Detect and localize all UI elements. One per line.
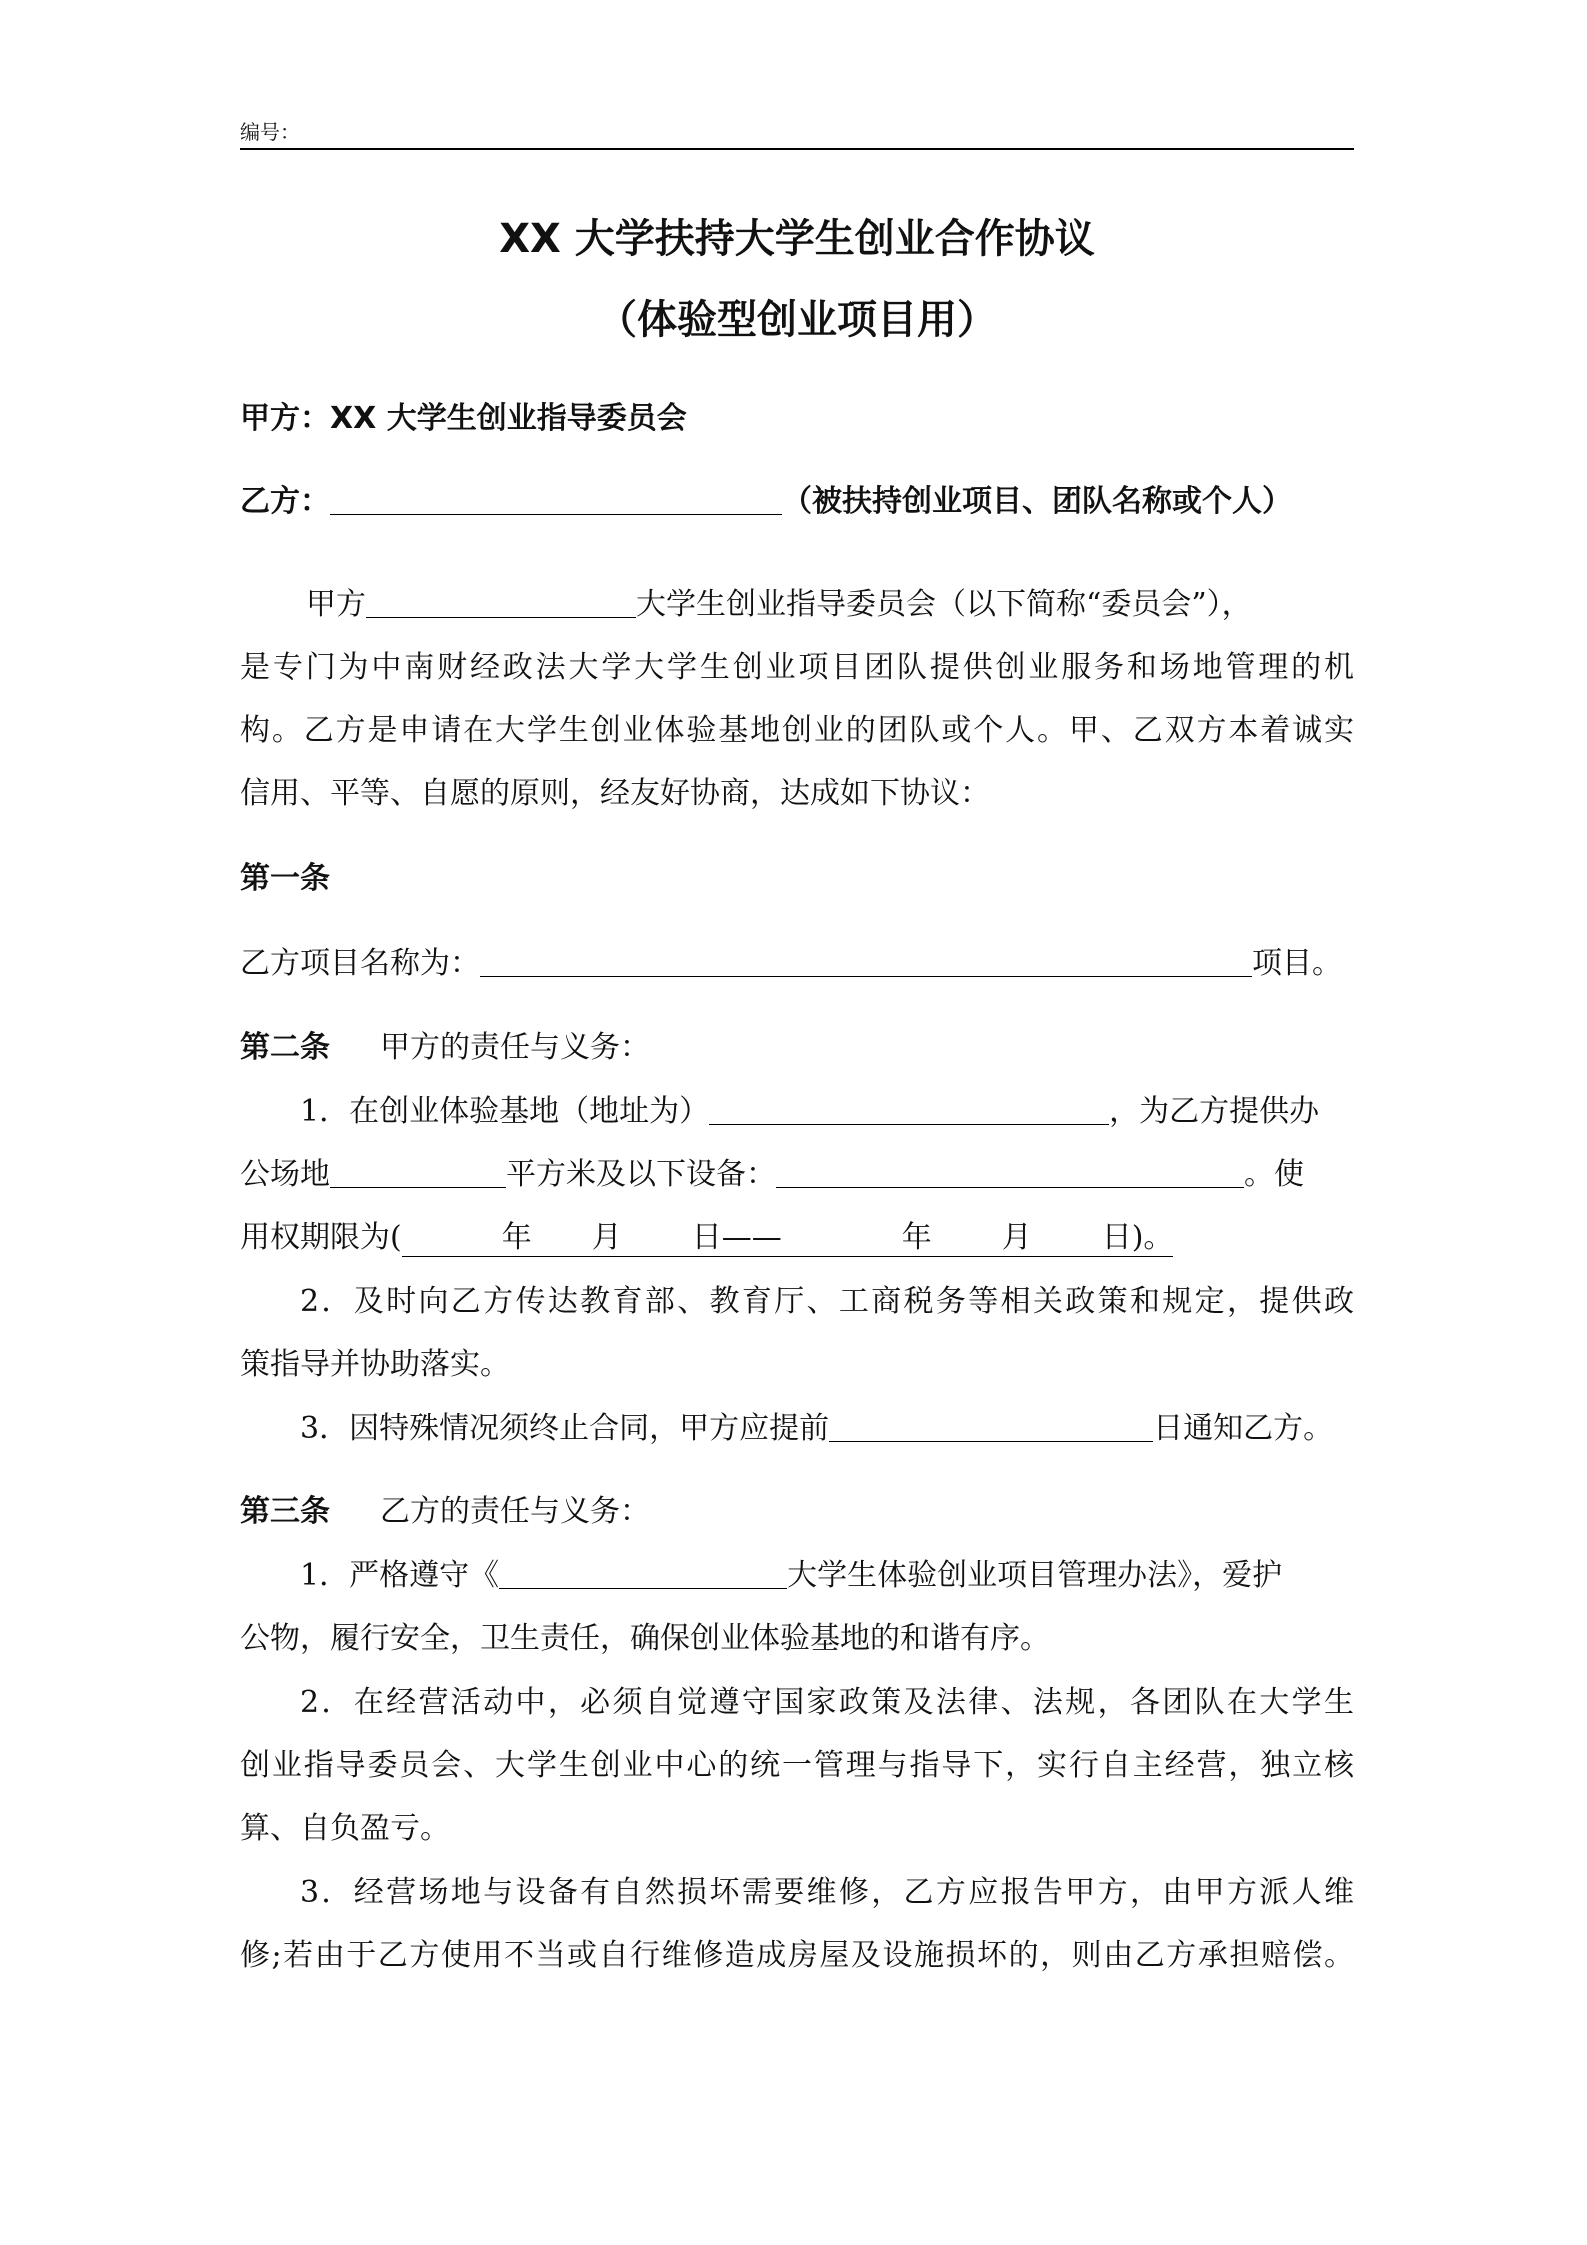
intro-line-2: 是专门为中南财经政法大学大学生创业项目团队提供创业服务和场地管理的机 [240,650,1354,685]
start-day-label: 日 [691,1220,722,1255]
page-header [240,110,1354,150]
a2-i1-text-c: 公场地 [240,1157,330,1192]
article-2-item-2-line-1: 2．及时向乙方传达教育部、教育厅、工商税务等相关政策和规定，提供政 [300,1284,1354,1319]
party-b-blank[interactable] [330,484,782,515]
article-2-heading: 第二条 [240,1030,330,1065]
intro-blank[interactable] [366,587,636,618]
project-name-label: 乙方项目名称为： [240,946,480,981]
a3-i1-text-b: 大学生体验创业项目管理办法》，爱护 [787,1558,1283,1593]
a2-i3-text-a: 3．因特殊情况须终止合同，甲方应提前 [300,1411,830,1446]
article-3-item-1-line-2: 公物，履行安全，卫生责任，确保创业体验基地的和谐有序。 [240,1621,1050,1656]
article-3-subject: 乙方的责任与义务： [380,1494,650,1529]
end-day-label: 日)。 [1101,1220,1174,1255]
a2-i1-text-b: ，为乙方提供办 [1109,1094,1320,1129]
intro-text-a: 甲方 [306,587,366,622]
document-title: XX 大学扶持大学生创业合作协议 [499,216,1095,262]
article-2-item-1-line-2 [240,1149,1354,1193]
article-2-subject: 甲方的责任与义务： [380,1030,650,1065]
article-1-name-line [240,938,1354,982]
article-2-heading-line [240,1022,1354,1066]
a2-i1-text-a: 1．在创业体验基地（地址为） [300,1094,710,1129]
document-number-label: 编号： [240,120,300,144]
equipment-blank[interactable] [776,1157,1244,1188]
party-b-suffix: （被扶持创业项目、团队名称或个人） [782,484,1292,519]
address-blank[interactable] [709,1094,1109,1125]
project-name-suffix: 项目。 [1252,946,1342,981]
intro-text-b: 大学生创业指导委员会（以下简称“委员会”）， [636,587,1252,622]
intro-line-1 [240,579,1354,623]
article-3-item-2-line-3: 算、自负盈亏。 [240,1811,450,1846]
term-date-range[interactable] [402,1212,1174,1257]
article-2-item-2-line-2: 策指导并协助落实。 [240,1347,510,1382]
article-3-item-3-line-2: 修;若由于乙方使用不当或自行维修造成房屋及设施损坏的，则由乙方承担赔偿。 [240,1938,1354,1973]
area-blank[interactable] [330,1157,506,1188]
article-3-heading-line [240,1486,1354,1530]
document-subtitle: （体验型创业项目用） [597,297,997,343]
party-b-line [240,476,1354,520]
project-name-blank[interactable] [480,946,1252,977]
article-2-item-3-line [240,1403,1354,1447]
article-3-heading: 第三条 [240,1494,330,1529]
article-3-item-2-line-2: 创业指导委员会、大学生创业中心的统一管理与指导下，实行自主经营，独立核 [240,1748,1354,1783]
date-dash: —— [721,1220,782,1255]
party-a-line [240,393,1354,437]
start-year-label: 年 [501,1220,532,1255]
end-month-label: 月 [1001,1220,1032,1255]
a2-i3-text-b: 日通知乙方。 [1153,1411,1334,1446]
start-month-label: 月 [591,1220,622,1255]
article-2-item-1-line-3 [240,1212,1354,1257]
intro-line-3: 构。乙方是申请在大学生创业体验基地创业的团队或个人。甲、乙双方本着诚实 [240,713,1354,748]
article-2-item-1-line-1 [240,1086,1354,1130]
notice-days-blank[interactable] [829,1411,1153,1442]
party-b-prefix: 乙方： [240,484,330,519]
management-rules-blank[interactable] [499,1558,787,1589]
a2-i1-text-e: 。使 [1244,1157,1304,1192]
article-3-item-2-line-1: 2．在经营活动中，必须自觉遵守国家政策及法律、法规，各团队在大学生 [300,1685,1354,1720]
intro-line-4: 信用、平等、自愿的原则，经友好协商，达成如下协议： [240,776,990,811]
a2-term-open: 用权期限为( [240,1220,402,1255]
end-year-label: 年 [901,1220,932,1255]
article-1-heading: 第一条 [240,861,330,896]
article-3-item-3-line-1: 3．经营场地与设备有自然损坏需要维修，乙方应报告甲方，由甲方派人维 [300,1875,1354,1910]
a3-i1-text-a: 1．严格遵守《 [300,1558,500,1593]
article-3-item-1-line-1 [240,1550,1354,1594]
a2-i1-text-d: 平方米及以下设备： [506,1157,776,1192]
party-a-text: 甲方：XX 大学生创业指导委员会 [240,401,687,436]
